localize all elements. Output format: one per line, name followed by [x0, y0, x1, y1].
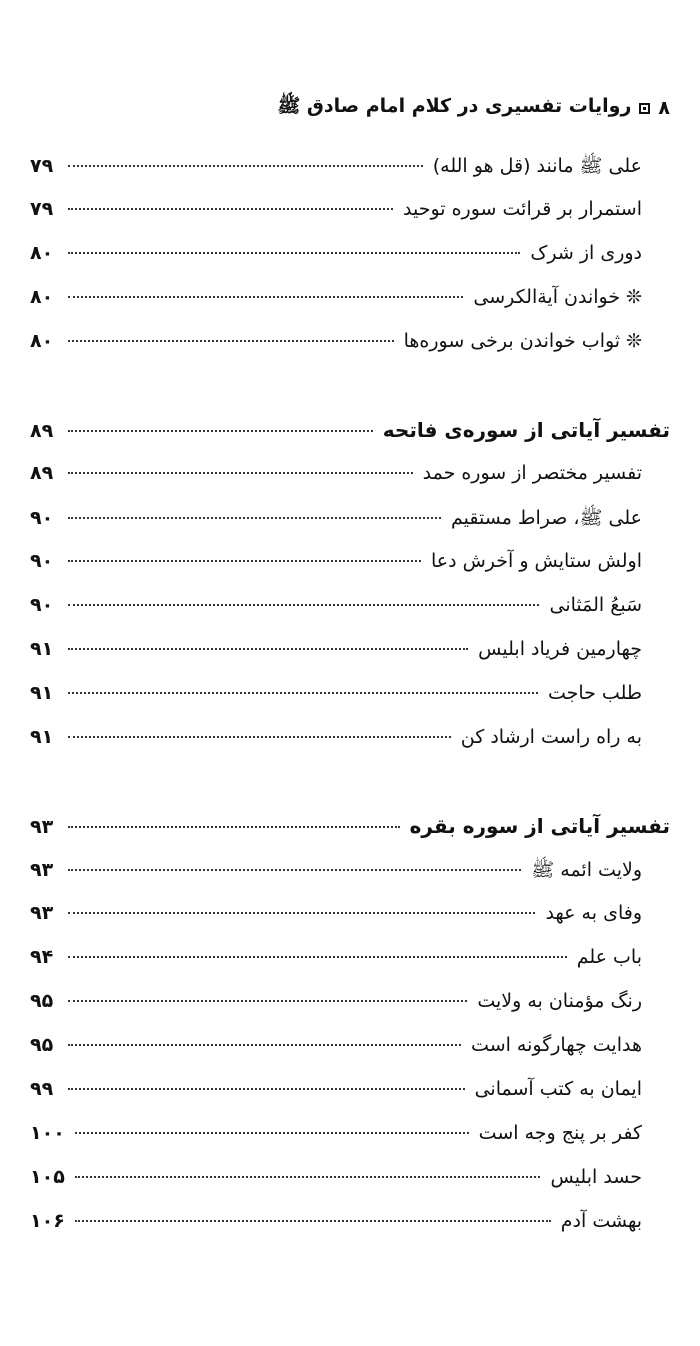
toc-page-number: ۸۹	[30, 420, 54, 442]
toc-page-number: ۹۱	[30, 682, 54, 704]
toc-page-number: ۹۵	[30, 990, 54, 1012]
toc-entry-title	[433, 154, 670, 182]
toc-entry-text: حسد ابلیس	[550, 1166, 642, 1188]
toc-page-number: ۹۵	[30, 1034, 54, 1056]
toc-entry-title	[531, 858, 670, 886]
toc-entry-text: بهشت آدم	[560, 1210, 642, 1232]
dot-leader	[68, 869, 521, 871]
toc-heading-row[interactable]	[30, 814, 670, 858]
toc-entry-title	[479, 1122, 670, 1144]
toc-entry-row[interactable]	[30, 1122, 670, 1166]
dot-leader	[68, 1000, 467, 1002]
asterisk-icon: ❊	[626, 286, 642, 308]
dot-leader	[68, 430, 373, 432]
running-header	[277, 94, 670, 122]
toc-page-number: ۹۰	[30, 507, 54, 529]
toc-page-number: ۱۰۶	[30, 1210, 65, 1232]
toc-entry-title	[550, 1166, 670, 1188]
dot-leader	[75, 1220, 551, 1222]
dot-leader	[68, 252, 520, 254]
toc-entry-row[interactable]	[30, 154, 670, 198]
dot-leader	[75, 1132, 469, 1134]
toc-entry-row[interactable]	[30, 506, 670, 550]
toc-entry-title	[548, 682, 670, 704]
toc-page-number: ۱۰۰	[30, 1122, 65, 1144]
toc-entry-title	[530, 242, 670, 264]
toc-page-number: ۸۰	[30, 286, 54, 308]
toc-entry-text: تفسیر آیاتی از سوره‌ی فاتحه	[382, 418, 670, 442]
toc-page-number: ۸۰	[30, 330, 54, 352]
toc-entry-text: به راه راست ارشاد کن	[460, 726, 642, 748]
toc-entry-row[interactable]	[30, 682, 670, 726]
toc-entry-title	[475, 1078, 670, 1100]
toc-page-number: ۸۰	[30, 242, 54, 264]
toc-entry-text: تفسیر آیاتی از سوره بقره	[409, 814, 670, 838]
toc-entry-title	[403, 198, 670, 220]
dot-leader	[75, 1176, 541, 1178]
square-bullet-icon	[639, 103, 650, 114]
toc-section	[30, 418, 670, 770]
toc-entry-text: سَبعُ المَثانی	[549, 594, 642, 616]
toc-entry-row[interactable]	[30, 198, 670, 242]
dot-leader	[68, 1044, 461, 1046]
toc-entry-row[interactable]	[30, 1166, 670, 1210]
toc-entry-text: تفسیر مختصر از سوره حمد	[422, 462, 642, 484]
book-title: روایات تفسیری در کلام امام صادق ﷺ	[277, 95, 632, 117]
toc-entry-row[interactable]	[30, 1078, 670, 1122]
toc-entry-row[interactable]	[30, 242, 670, 286]
dot-leader	[68, 208, 393, 210]
toc-entry-row[interactable]	[30, 726, 670, 770]
toc-entry-text: رنگ مؤمنان به ولایت	[477, 990, 642, 1012]
toc-entry-text: علی ﷺ، صراط مستقیم	[451, 507, 642, 529]
toc-entry-text: طلب حاجت	[547, 682, 642, 704]
toc-page-number: ۷۹	[30, 198, 54, 220]
toc-entry-title	[410, 814, 670, 838]
toc-page-number: ۹۱	[30, 638, 54, 660]
dot-leader	[68, 648, 468, 650]
toc-page-number: ۹۳	[30, 859, 54, 881]
toc-entry-text: چهارمین فریاد ابلیس	[478, 638, 642, 660]
toc-page-number: ۹۰	[30, 550, 54, 572]
table-of-contents	[30, 154, 670, 1298]
toc-page-number: ۸۹	[30, 462, 54, 484]
dot-leader	[68, 472, 413, 474]
toc-entry-title	[545, 902, 670, 924]
toc-entry-title	[478, 638, 670, 660]
toc-entry-row[interactable]	[30, 594, 670, 638]
toc-entry-row[interactable]	[30, 638, 670, 682]
toc-entry-title	[473, 286, 670, 308]
toc-entry-text: وفای به عهد	[545, 902, 642, 924]
dot-leader	[68, 560, 421, 562]
dot-leader	[68, 692, 538, 694]
toc-entry-text: ثواب خواندن برخی سوره‌ها	[403, 330, 621, 352]
toc-entry-row[interactable]	[30, 946, 670, 990]
toc-entry-text: ولایت ائمه ﷺ	[531, 859, 642, 881]
toc-entry-title	[561, 1210, 670, 1232]
toc-entry-text: استمرار بر قرائت سوره توحید	[403, 198, 642, 220]
toc-entry-title	[423, 462, 670, 484]
toc-entry-title	[404, 330, 670, 352]
toc-page-number: ۹۴	[30, 946, 54, 968]
dot-leader	[68, 604, 539, 606]
toc-entry-title	[461, 726, 670, 748]
dot-leader	[68, 826, 400, 828]
toc-entry-text: باب علم	[576, 946, 642, 968]
dot-leader	[68, 340, 394, 342]
toc-entry-row[interactable]	[30, 286, 670, 330]
toc-page-number: ۹۳	[30, 816, 54, 838]
toc-heading-row[interactable]	[30, 418, 670, 462]
toc-page-number: ۹۱	[30, 726, 54, 748]
toc-entry-row[interactable]	[30, 462, 670, 506]
toc-entry-row[interactable]	[30, 550, 670, 594]
toc-section	[30, 154, 670, 374]
toc-entry-row[interactable]	[30, 1034, 670, 1078]
toc-entry-title	[383, 418, 670, 442]
dot-leader	[68, 956, 567, 958]
toc-entry-row[interactable]	[30, 902, 670, 946]
toc-entry-text: کفر بر پنج وجه است	[478, 1122, 642, 1144]
toc-entry-text: هدایت چهارگونه است	[471, 1034, 642, 1056]
dot-leader	[68, 1088, 465, 1090]
toc-entry-title	[549, 594, 670, 616]
toc-entry-text: خواندن آیةالکرسی	[473, 286, 621, 308]
toc-entry-row[interactable]	[30, 858, 670, 902]
toc-page-number: ۹۰	[30, 594, 54, 616]
asterisk-icon: ❊	[626, 330, 642, 352]
toc-page-number: ۱۰۵	[30, 1166, 65, 1188]
page-number: ۸	[658, 97, 670, 119]
toc-entry-row[interactable]	[30, 330, 670, 374]
toc-page-number: ۹۹	[30, 1078, 54, 1100]
dot-leader	[68, 736, 451, 738]
dot-leader	[68, 517, 441, 519]
toc-entry-row[interactable]	[30, 1210, 670, 1254]
toc-page-number: ۷۹	[30, 155, 54, 177]
toc-entry-title	[431, 550, 670, 572]
toc-entry-text: دوری از شرک	[530, 242, 642, 264]
toc-entry-text: علی ﷺ مانند (قل هو الله)	[432, 155, 642, 177]
toc-entry-title	[451, 506, 670, 534]
toc-entry-row[interactable]	[30, 990, 670, 1034]
toc-section	[30, 814, 670, 1254]
toc-entry-text: اولش ستایش و آخرش دعا	[430, 550, 642, 572]
toc-entry-text: ایمان به کتب آسمانی	[474, 1078, 642, 1100]
toc-entry-title	[577, 946, 670, 968]
toc-entry-title	[477, 990, 670, 1012]
dot-leader	[68, 296, 463, 298]
toc-entry-title	[471, 1034, 670, 1056]
dot-leader	[68, 912, 535, 914]
dot-leader	[68, 165, 423, 167]
toc-page-number: ۹۳	[30, 902, 54, 924]
